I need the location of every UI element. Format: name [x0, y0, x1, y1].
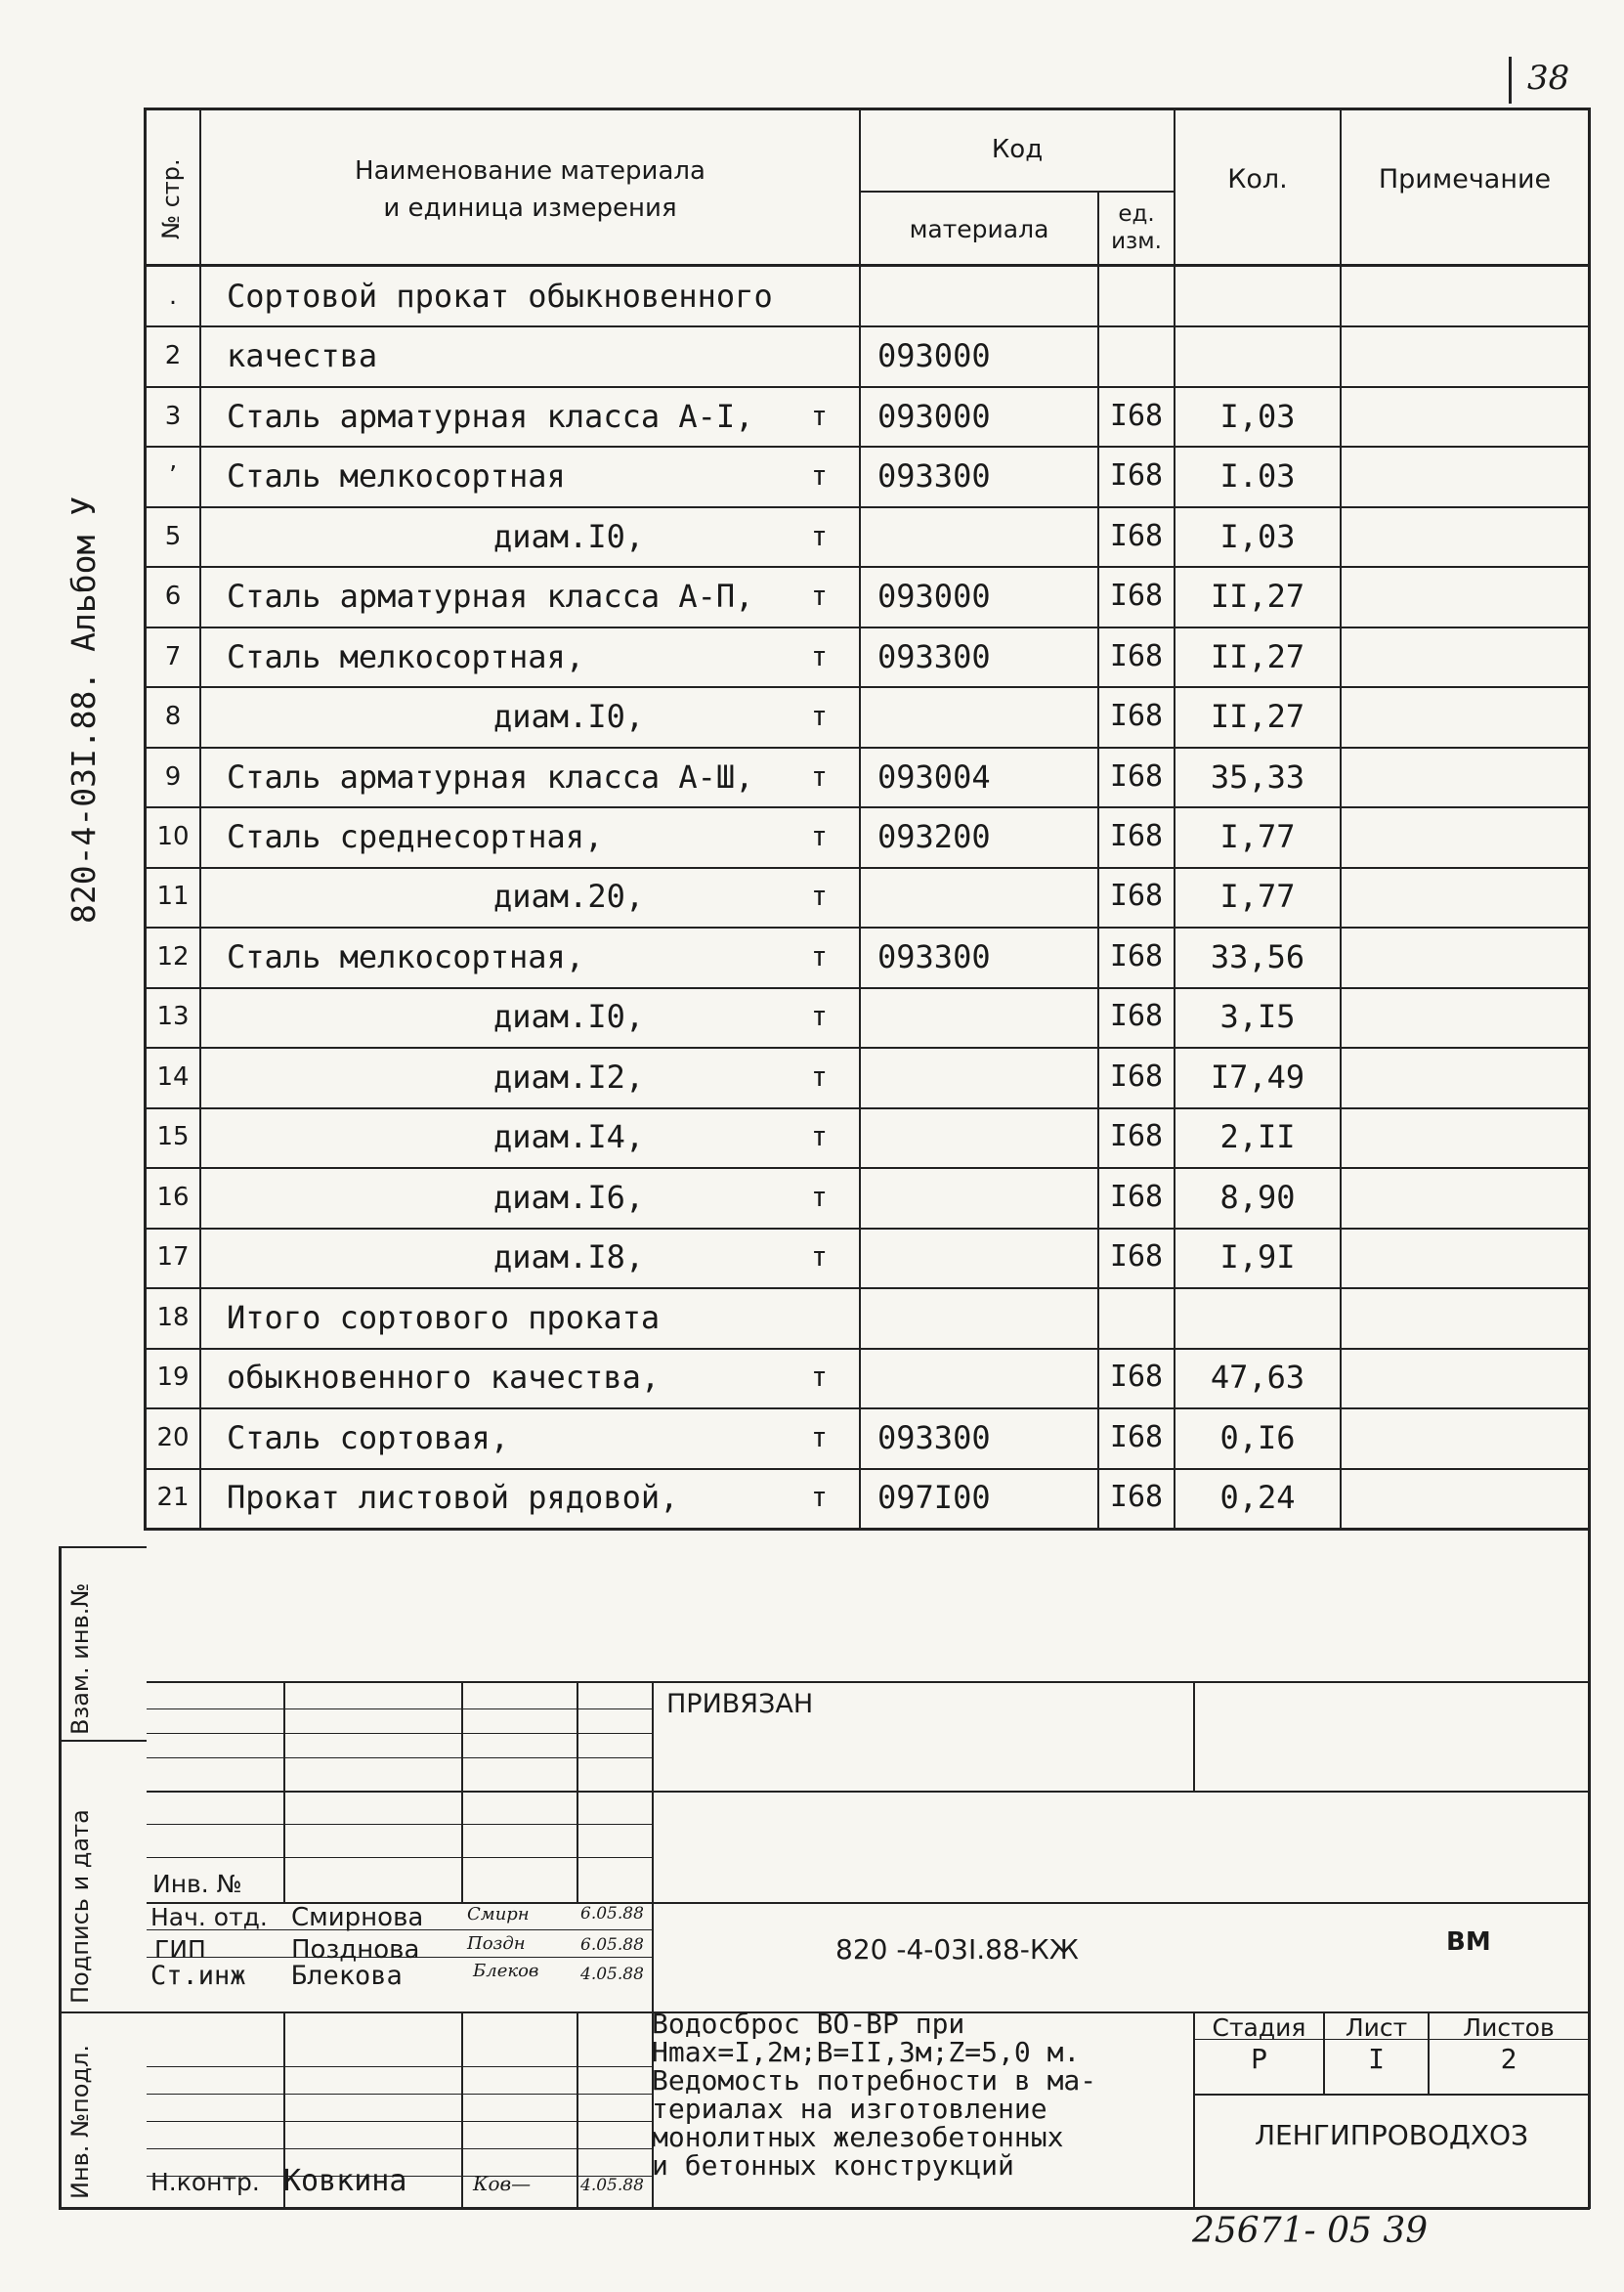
quantity: I,77	[1219, 878, 1296, 915]
drawing-title	[652, 2010, 1096, 2180]
material-code: 093000	[877, 398, 991, 435]
unit-code: I68	[1109, 1239, 1164, 1274]
unit-of-measure: т	[811, 580, 828, 612]
quantity: 8,90	[1219, 1179, 1296, 1216]
material-code: 093300	[877, 1419, 991, 1456]
stamp-signature-date: Подпись и дата	[66, 1809, 94, 2004]
material-name: Сталь среднесортная,	[227, 818, 604, 855]
material-code: 097I00	[877, 1479, 991, 1516]
row-number: 12	[156, 942, 190, 972]
material-name: Сталь арматурная класса А-I,	[227, 398, 754, 435]
row-number: 13	[156, 1002, 190, 1031]
quantity: I,03	[1219, 518, 1296, 555]
material-code: 093300	[877, 457, 991, 495]
unit-of-measure: т	[811, 880, 828, 912]
row-divider	[144, 386, 1590, 388]
material-name: Сталь арматурная класса А-Ш,	[227, 758, 754, 796]
row-divider	[144, 1228, 1590, 1230]
row-divider	[144, 867, 1590, 869]
name-chief-engineer: Позднова	[291, 1935, 420, 1965]
row-divider	[144, 1468, 1590, 1470]
material-name: качества	[227, 337, 378, 374]
signature-senior-engineer: Блеков	[473, 1961, 539, 1981]
sheets-label: Листов	[1463, 2013, 1555, 2042]
row-divider	[144, 806, 1590, 808]
header-quantity: Кол.	[1227, 164, 1288, 195]
material-name: Сталь мелкосортная,	[227, 938, 585, 975]
header-number: № стр.	[157, 158, 185, 239]
header-unit-1: ед.	[1118, 201, 1155, 227]
row-divider	[144, 506, 1590, 508]
row-divider	[144, 566, 1590, 568]
material-name: обыкновенного качества,	[227, 1359, 661, 1396]
material-code: 093000	[877, 578, 991, 615]
sheet-mark-bar	[1509, 57, 1512, 104]
row-divider	[144, 927, 1590, 929]
material-name: диам.20,	[493, 878, 645, 915]
unit-code: I68	[1109, 1360, 1164, 1394]
unit-of-measure: т	[811, 640, 828, 672]
material-code: 093300	[877, 938, 991, 975]
quantity: 47,63	[1210, 1359, 1305, 1396]
date-senior-engineer: 4.05.88	[580, 1965, 644, 1984]
material-name: Сталь мелкосортная	[227, 457, 566, 495]
row-divider	[144, 1348, 1590, 1350]
unit-of-measure: т	[811, 1240, 828, 1273]
document-mark: ВМ	[1446, 1927, 1491, 1957]
row-number: 2	[164, 341, 182, 370]
row-divider	[144, 627, 1590, 628]
row-number: 20	[156, 1423, 190, 1452]
unit-code: I68	[1109, 939, 1164, 973]
name-norm-control: Ковкина	[283, 2164, 407, 2198]
signature-norm-control: Ков—	[473, 2172, 532, 2195]
material-code: 093004	[877, 758, 991, 796]
drawing-title-line: Ведомость потребности в ма-	[652, 2064, 1097, 2097]
unit-of-measure: т	[811, 459, 828, 492]
quantity: I7,49	[1210, 1059, 1305, 1096]
row-number: 15	[156, 1122, 190, 1151]
header-code: Код	[991, 135, 1044, 164]
quantity: 35,33	[1210, 758, 1305, 796]
unit-of-measure: т	[811, 1361, 828, 1393]
quantity: I,03	[1219, 398, 1296, 435]
material-name: диам.I0,	[493, 998, 645, 1035]
stage-label: Стадия	[1212, 2013, 1306, 2042]
unit-of-measure: т	[811, 760, 828, 793]
unit-code: I68	[1109, 458, 1164, 493]
row-divider	[144, 987, 1590, 989]
unit-code: I68	[1109, 1420, 1164, 1454]
material-name: диам.I2,	[493, 1059, 645, 1096]
material-name: диам.I4,	[493, 1118, 645, 1155]
unit-code: I68	[1109, 999, 1164, 1033]
stage-value: Р	[1251, 2043, 1267, 2075]
header-name-line1: Наименование материала	[355, 156, 705, 186]
unit-code: I68	[1109, 519, 1164, 553]
quantity: 33,56	[1210, 938, 1305, 975]
role-senior-engineer: Ст.инж	[150, 1961, 246, 1991]
row-number: 17	[156, 1242, 190, 1272]
row-divider	[144, 325, 1590, 327]
date-chief-engineer: 6.05.88	[580, 1935, 644, 1955]
row-number: 11	[156, 882, 190, 911]
material-name: диам.I0,	[493, 518, 645, 555]
quantity: II,27	[1210, 698, 1305, 735]
unit-of-measure: т	[811, 1421, 828, 1453]
unit-code: I68	[1109, 579, 1164, 613]
date-norm-control: 4.05.88	[580, 2176, 644, 2195]
unit-of-measure: т	[811, 1000, 828, 1032]
footer-archive-note: 25671- 05 39	[1192, 2211, 1429, 2251]
attached-label: ПРИВЯЗАН	[666, 1689, 814, 1719]
album-label: 820-4-03I.88. Альбом У	[64, 496, 103, 924]
material-code: 093300	[877, 638, 991, 675]
material-name: Итого сортового проката	[227, 1299, 661, 1336]
quantity: II,27	[1210, 638, 1305, 675]
unit-of-measure: т	[811, 1120, 828, 1152]
unit-of-measure: т	[811, 940, 828, 973]
signature-chief-engineer: Поздн	[467, 1933, 526, 1954]
row-divider	[144, 1167, 1590, 1169]
date-head-of-department: 6.05.88	[580, 1904, 644, 1924]
row-number: 3	[164, 402, 182, 431]
drawing-title-line: Hmax=I,2м;В=II,3м;Z=5,0 м.	[652, 2036, 1081, 2068]
quantity: 3,I5	[1219, 998, 1296, 1035]
row-divider	[144, 1407, 1590, 1409]
quantity: I,9I	[1219, 1238, 1296, 1276]
row-divider	[144, 747, 1590, 749]
row-divider	[144, 1107, 1590, 1109]
drawing-title-line: и бетонных конструкций	[652, 2149, 1014, 2182]
unit-code: I68	[1109, 639, 1164, 673]
unit-code: I68	[1109, 819, 1164, 853]
row-divider	[144, 686, 1590, 688]
drawing-title-line: монолитных железобетонных	[652, 2121, 1064, 2153]
row-number: 16	[156, 1183, 190, 1212]
name-head-of-department: Смирнова	[291, 1903, 424, 1932]
unit-code: I68	[1109, 879, 1164, 913]
unit-code: I68	[1109, 759, 1164, 794]
material-name: Прокат листовой рядовой,	[227, 1479, 679, 1516]
material-name: диам.I0,	[493, 698, 645, 735]
quantity: 0,I6	[1219, 1419, 1296, 1456]
row-number: ’	[168, 461, 178, 491]
header-name-line2: и единица измерения	[383, 194, 677, 223]
row-divider	[144, 446, 1590, 448]
unit-of-measure: т	[811, 1481, 828, 1513]
header-unit-2: изм.	[1111, 229, 1162, 254]
row-number: .	[168, 281, 178, 311]
unit-code: I68	[1109, 1180, 1164, 1214]
stamp-original-inventory: Инв. №подл.	[66, 2045, 94, 2199]
unit-code: I68	[1109, 1480, 1164, 1514]
drawing-title-line: териалах на изготовление	[652, 2093, 1047, 2125]
unit-code: I68	[1109, 399, 1164, 433]
signature-head-of-department: Смирн	[467, 1904, 530, 1924]
material-name: диам.I6,	[493, 1179, 645, 1216]
unit-code: I68	[1109, 699, 1164, 733]
quantity: 2,II	[1219, 1118, 1296, 1155]
document-code: 820 -4-03I.88-КЖ	[835, 1933, 1079, 1966]
inventory-number-label: Инв. №	[152, 1870, 242, 1898]
material-name: Сталь мелкосортная,	[227, 638, 585, 675]
unit-of-measure: т	[811, 1060, 828, 1093]
unit-of-measure: т	[811, 820, 828, 852]
sheets-value: 2	[1500, 2043, 1517, 2075]
name-senior-engineer: Блекова	[291, 1961, 403, 1991]
row-number: 7	[164, 642, 182, 671]
quantity: II,27	[1210, 578, 1305, 615]
unit-code: I68	[1109, 1060, 1164, 1094]
quantity: I.03	[1219, 457, 1296, 495]
row-number: 21	[156, 1483, 190, 1512]
material-name: Сталь арматурная класса А-П,	[227, 578, 754, 615]
unit-code: I68	[1109, 1119, 1164, 1153]
role-norm-control: Н.контр.	[150, 2168, 260, 2196]
header-material: материала	[909, 215, 1049, 243]
row-number: 10	[156, 822, 190, 851]
unit-of-measure: т	[811, 700, 828, 732]
unit-of-measure: т	[811, 400, 828, 432]
row-number: 18	[156, 1303, 190, 1332]
row-number: 14	[156, 1062, 190, 1092]
material-name: Сортовой прокат обыкновенного	[227, 278, 773, 315]
stamp-replacement-inventory: Взам. инв.№	[66, 1582, 94, 1735]
header-note: Примечание	[1378, 164, 1552, 195]
material-name: диам.I8,	[493, 1238, 645, 1276]
quantity: 0,24	[1219, 1479, 1296, 1516]
role-chief-engineer: ГИП	[154, 1935, 206, 1964]
unit-of-measure: т	[811, 520, 828, 552]
sheet-value: I	[1368, 2043, 1385, 2075]
material-name: Сталь сортовая,	[227, 1419, 509, 1456]
sheet-mark: 38	[1527, 59, 1570, 98]
material-code: 093000	[877, 337, 991, 374]
unit-of-measure: т	[811, 1181, 828, 1213]
row-divider	[144, 1287, 1590, 1289]
row-number: 8	[164, 702, 182, 731]
row-number: 6	[164, 582, 182, 611]
row-number: 19	[156, 1362, 190, 1392]
organization-name: ЛЕНГИПРОВОДХОЗ	[1254, 2119, 1529, 2151]
row-number: 5	[164, 522, 182, 551]
drawing-title-line: Водосброс ВО-ВР при	[652, 2008, 965, 2040]
row-divider	[144, 1047, 1590, 1049]
row-number: 9	[164, 762, 182, 792]
sheet-label: Лист	[1345, 2013, 1408, 2042]
role-head-of-department: Нач. отд.	[150, 1903, 268, 1931]
material-code: 093200	[877, 818, 991, 855]
quantity: I,77	[1219, 818, 1296, 855]
